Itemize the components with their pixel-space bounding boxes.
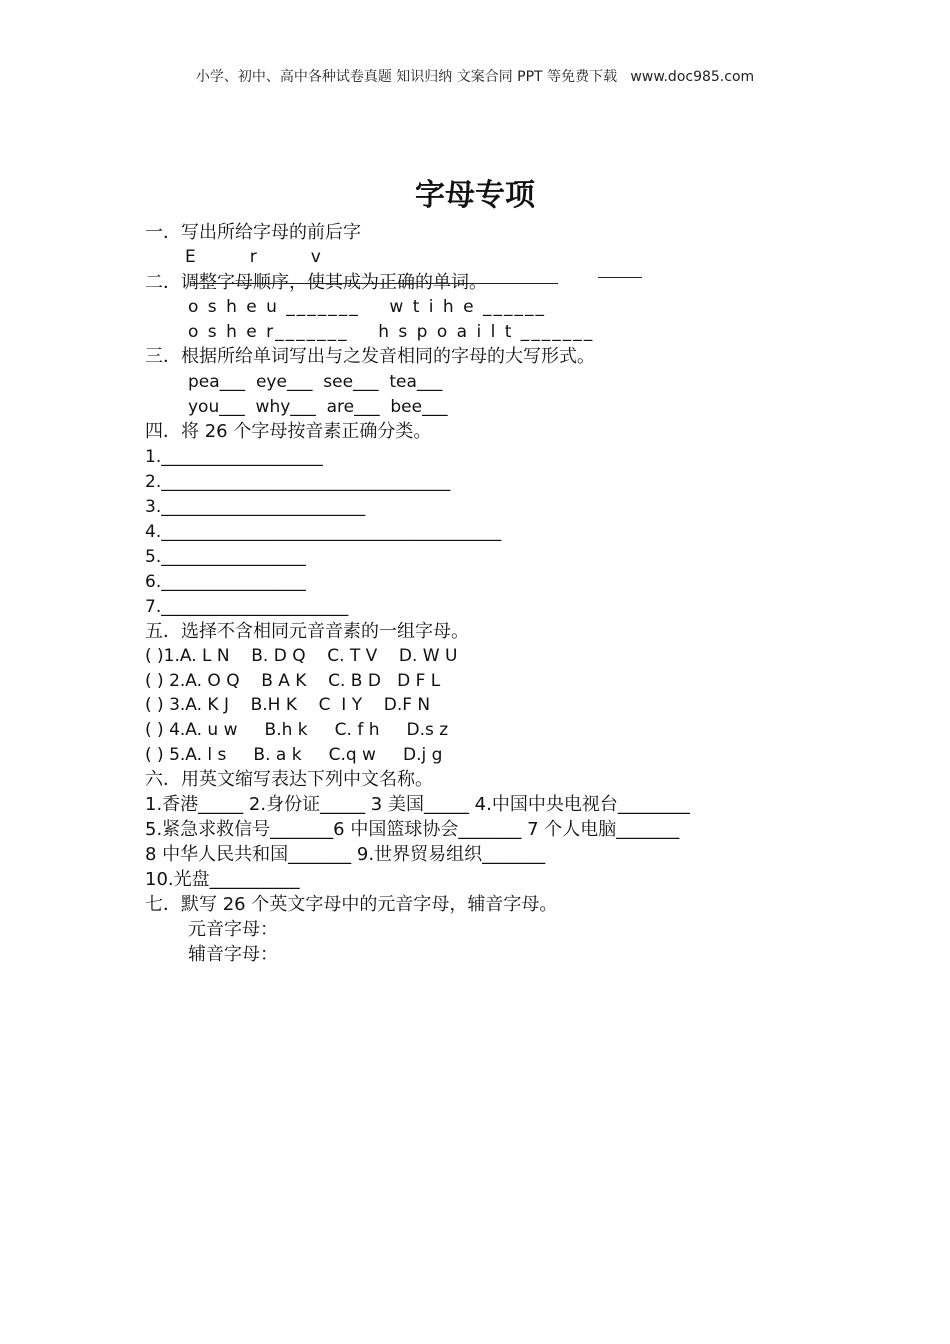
section-3-row-1: pea___ eye___ see___ tea___ — [188, 372, 443, 392]
section-5-heading: 五．选择不含相同元音音素的一组字母。 — [145, 621, 469, 642]
section-4-item: 1.___________________ — [145, 447, 323, 467]
section-4-item: 6._________________ — [145, 572, 306, 592]
section-5-question: ( ) 2.A. O Q B A K C. B D D F L — [145, 671, 441, 691]
section-5-question: ( ) 5.A. l s B. a k C.q w D.j g — [145, 745, 443, 765]
consonants-label: 辅音字母： — [188, 944, 278, 965]
section-3-heading: 三．根据所给单词写出与之发音相同的字母的大写形式。 — [145, 346, 595, 367]
section-6-heading: 六．用英文缩写表达下列中文名称。 — [145, 769, 433, 790]
section-5-question: ( )1.A. L N B. D Q C. T V D. W U — [145, 646, 458, 666]
section-1-heading: 一．写出所给字母的前后字 — [145, 222, 361, 243]
section-6-row: 10.光盘__________ — [145, 869, 300, 890]
section-6-row: 1.香港_____ 2.身份证_____ 3 美国_____ 4.中国中央电视台________ — [145, 794, 690, 815]
section-4-heading: 四．将 26 个字母按音素正确分类。 — [145, 421, 432, 442]
section-3-row-2: you___ why___ are___ bee___ — [188, 397, 448, 417]
vowels-label: 元音字母： — [188, 919, 278, 940]
section-5-question: ( ) 3.A. K J B.H K C I Y D.F N — [145, 695, 431, 715]
section-4-item: 7.______________________ — [145, 597, 349, 617]
page-header: 小学、初中、高中各种试卷真题 知识归纳 文案合同 PPT 等免费下载 www.doc985.com — [195, 69, 755, 85]
section-7-heading: 七．默写 26 个英文字母中的元音字母，辅音字母。 — [145, 894, 558, 915]
section-6-row: 5.紧急求救信号_______6 中国篮球协会_______ 7 个人电脑_______ — [145, 819, 680, 840]
section-2-row-2: o s h e r_______ h s p o a i l t _______ — [188, 322, 595, 342]
section-2-heading: 二．调整字母顺序，使其成为正确的单词。 — [145, 272, 487, 293]
section-1-letters: E r v — [185, 247, 321, 267]
section-5-question: ( ) 4.A. u w B.h k C. f h D.s z — [145, 720, 449, 740]
section-4-item: 2.__________________________________ — [145, 472, 451, 492]
blank-line — [598, 277, 642, 278]
section-6-row: 8 中华人民共和国_______ 9.世界贸易组织_______ — [145, 844, 546, 865]
page-title: 字母专项 — [415, 178, 535, 213]
section-4-item: 4.________________________________________ — [145, 522, 502, 542]
strikethrough-line — [190, 283, 558, 284]
section-4-item: 5._________________ — [145, 547, 306, 567]
section-4-item: 3.________________________ — [145, 497, 366, 517]
section-2-row-1: o s h e u _______ w t i h e ______ — [188, 297, 546, 317]
